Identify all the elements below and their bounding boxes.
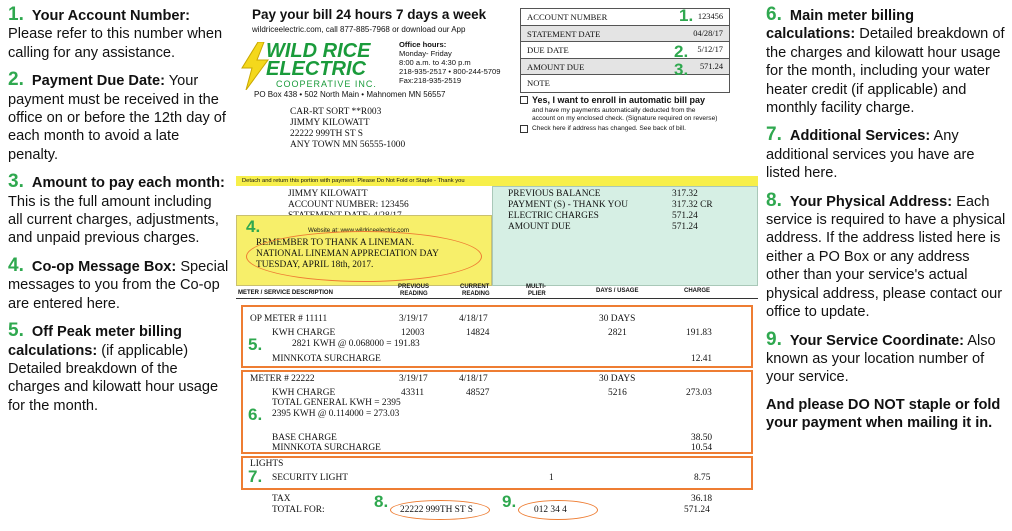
explanation-body: Any additional services you have are listed here. — [766, 128, 975, 182]
mail-street: 22222 999TH ST S — [290, 129, 364, 139]
summary-value: 571.24 — [672, 222, 698, 232]
explanation-body: This is the full amount including all current charges, adjustments, and unpaid previous charges. — [8, 193, 219, 247]
explanation-title: Your Physical Address: — [789, 193, 953, 210]
op-surcharge: 12.41 — [691, 354, 713, 364]
service-coordinate: 012 34 4 — [534, 505, 567, 515]
op-meter-to: 4/18/17 — [459, 314, 488, 324]
mail-sort: CAR-RT SORT **R003 — [290, 107, 382, 117]
tax-label: TAX — [272, 494, 291, 504]
summary-value: 317.32 CR — [672, 200, 713, 210]
bill-web-line: wildriceelectric.com, call 877-885-7968 or download our App — [252, 25, 466, 34]
explanation-number: 2. — [8, 69, 24, 91]
account-summary-table — [520, 8, 730, 93]
main-kwh-label: KWH CHARGE — [272, 388, 336, 398]
explanation-title: Main meter billing calculations: — [766, 8, 914, 43]
summary-value: 571.24 — [672, 211, 698, 221]
header-days-usage: DAYS / USAGE — [596, 288, 639, 294]
explanation-title: Your Service Coordinate: — [789, 332, 965, 349]
row-value: 5/12/17 — [697, 45, 723, 54]
left-explanations — [8, 6, 230, 424]
stub-account: ACCOUNT NUMBER: 123456 — [288, 200, 409, 210]
op-kwh-label: KWH CHARGE — [272, 328, 336, 338]
callout-2: 2. — [674, 42, 689, 61]
header-charge: CHARGE — [684, 288, 711, 294]
summary-value: 317.32 — [672, 189, 698, 199]
logo-line-1: WILD RICE — [266, 40, 371, 62]
account-number-row — [521, 9, 729, 26]
row-label: NOTE — [527, 78, 550, 88]
explanation-main-meter — [766, 6, 1006, 117]
explanation-off-peak — [8, 322, 230, 415]
main-meter-from: 3/19/17 — [399, 374, 428, 384]
op-calc-line: 2821 KWH @ 0.068000 = 191.83 — [292, 339, 420, 349]
row-label: ACCOUNT NUMBER — [527, 12, 608, 22]
co-op-logo — [236, 40, 396, 92]
main-charge: 273.03 — [686, 388, 712, 398]
explanation-number: 7. — [766, 124, 782, 146]
callout-9: 9. — [502, 492, 517, 511]
explanation-body: Detailed breakdown of the charges and kilowatt hour usage for the month, including your water heater credit (if applicable) and monthly facility charge. — [766, 26, 1005, 117]
explanation-number: 3. — [8, 171, 24, 193]
header-multiplier-2: PLIER — [528, 291, 546, 297]
op-curr-reading: 14824 — [466, 328, 490, 338]
tax-value: 36.18 — [691, 494, 713, 504]
op-meter-label: OP METER # 11111 — [250, 314, 328, 324]
stub-name: JIMMY KILOWATT — [288, 189, 368, 199]
autopay-body-2: account on my enclosed check. (Signature required on reverse) — [532, 115, 718, 122]
office-hours-time: 8:00 a.m. to 4:30 p.m — [399, 58, 471, 67]
message-line-3: TUESDAY, APRIL 18th, 2017. — [256, 260, 374, 270]
service-coordinate-oval — [518, 500, 598, 520]
explanation-title: Additional Services: — [789, 128, 931, 145]
main-prev-reading: 43311 — [401, 388, 425, 398]
physical-address: 22222 999TH ST S — [400, 505, 474, 515]
office-hours-title: Office hours: — [399, 40, 447, 49]
mail-name: JIMMY KILOWATT — [290, 118, 370, 128]
lights-label: LIGHTS — [250, 459, 284, 469]
row-label: AMOUNT DUE — [527, 61, 585, 72]
lights-qty: 1 — [549, 473, 554, 483]
message-line-1: REMEMBER TO THANK A LINEMAN. — [256, 238, 415, 248]
explanation-number: 1. — [8, 4, 24, 25]
explanation-title: Your Account Number: — [31, 8, 191, 24]
explanation-body: Also known as your location number of your service. — [766, 332, 996, 386]
address-change-checkbox[interactable] — [520, 125, 528, 133]
row-label: STATEMENT DATE — [527, 28, 601, 39]
due-date-row — [521, 42, 729, 59]
header-previous: PREVIOUS — [398, 284, 430, 290]
callout-3: 3. — [674, 60, 689, 79]
header-description: METER / SERVICE DESCRIPTION — [238, 290, 333, 296]
physical-address-oval — [390, 500, 490, 520]
header-current: CURRENT — [460, 284, 490, 290]
address-change-text: Check here if address has changed. See back of bill. — [532, 125, 686, 132]
total-label: TOTAL FOR: — [272, 505, 325, 515]
main-base-label: BASE CHARGE — [272, 433, 337, 443]
explanation-additional-services — [766, 126, 1006, 182]
op-meter-days: 30 DAYS — [599, 314, 636, 324]
main-total-general: TOTAL GENERAL KWH = 2395 — [272, 398, 401, 408]
main-meter-label: METER # 22222 — [250, 374, 315, 384]
detach-strip: Detach and return this portion with payment. Please Do Not Fold or Staple - Thank you — [236, 176, 758, 186]
explanation-physical-address — [766, 189, 1006, 322]
row-value: 123456 — [697, 12, 723, 21]
statement-date-row — [521, 26, 729, 43]
sample-bill — [236, 4, 758, 528]
bill-headline: Pay your bill 24 hours 7 days a week — [252, 7, 487, 22]
main-curr-reading: 48527 — [466, 388, 490, 398]
mail-city: ANY TOWN MN 56555-1000 — [290, 140, 406, 150]
op-charge: 191.83 — [686, 328, 712, 338]
op-usage: 2821 — [608, 328, 627, 338]
explanation-number: 4. — [8, 254, 24, 276]
op-meter-from: 3/19/17 — [399, 314, 428, 324]
explanation-title: Payment Due Date: — [31, 73, 165, 90]
main-meter-days: 30 DAYS — [599, 374, 636, 384]
explanation-amount — [8, 173, 230, 248]
explanation-due-date — [8, 71, 230, 164]
closing-note: And please DO NOT staple or fold your payment when mailing it in. — [766, 396, 1001, 432]
office-phones: 218-935-2517 • 800-244-5709 — [399, 67, 501, 76]
autopay-body-1: and have my payments automatically deducted from the — [532, 107, 696, 114]
website-line: Website at: www.wildriceelectric.com — [308, 227, 409, 234]
explanation-title: Off Peak meter billing calculations: — [8, 324, 182, 359]
explanation-body: (if applicable) Detailed breakdown of the charges and kilowatt hour usage for the month. — [8, 342, 219, 414]
callout-1: 1. — [679, 6, 694, 25]
explanation-title: Co-op Message Box: — [31, 258, 177, 275]
header-multiplier: MULTI- — [526, 284, 546, 290]
main-surcharge: 10.54 — [691, 443, 713, 452]
explanation-body: Your payment must be received in the office on or before the 12th day of each month to avoid a late penalty. — [8, 73, 226, 163]
explanation-number: 8. — [766, 189, 782, 211]
summary-label: PAYMENT (S) - THANK YOU — [508, 200, 628, 210]
office-hours-days: Monday- Friday — [399, 49, 452, 58]
explanation-body: Special messages to you from the Co-op are entered here. — [8, 258, 229, 312]
header-rule — [236, 298, 758, 299]
row-value: 571.24 — [699, 61, 723, 71]
header-current-2: READING — [462, 291, 490, 297]
callout-7: 7. — [248, 467, 263, 486]
explanation-body: Please refer to this number when calling for any assistance. — [8, 26, 223, 61]
callout-4: 4. — [246, 217, 261, 236]
explanation-number: 9. — [766, 328, 782, 350]
summary-label: PREVIOUS BALANCE — [508, 189, 601, 199]
main-usage: 5216 — [608, 388, 627, 398]
main-meter-to: 4/18/17 — [459, 374, 488, 384]
main-base-charge: 38.50 — [691, 433, 713, 443]
explanation-number: 6. — [766, 4, 782, 25]
message-highlight-oval — [246, 231, 482, 282]
row-value: 04/28/17 — [693, 28, 723, 38]
message-line-2: NATIONAL LINEMAN APPRECIATION DAY — [256, 249, 439, 259]
explanation-title: Amount to pay each month: — [31, 175, 225, 192]
explanation-number: 5. — [8, 320, 24, 342]
callout-5: 5. — [248, 335, 263, 354]
amount-due-row — [521, 59, 729, 76]
main-surcharge-label: MINNKOTA SURCHARGE — [272, 443, 381, 452]
lights-charge: 8.75 — [694, 473, 711, 483]
callout-8: 8. — [374, 492, 389, 511]
explanation-account-number — [8, 6, 230, 62]
total-value: 571.24 — [684, 505, 710, 515]
lights-item: SECURITY LIGHT — [272, 473, 348, 483]
summary-label: AMOUNT DUE — [508, 222, 571, 232]
autopay-checkbox[interactable] — [520, 96, 528, 104]
explanation-body: Each service is required to have a physical address. If the address listed here is either a PO Box or any address other than your service's actual physical address, please contact our office to update. — [766, 193, 1006, 321]
callout-6: 6. — [248, 405, 263, 424]
summary-label: ELECTRIC CHARGES — [508, 211, 599, 221]
autopay-title: Yes, I want to enroll in automatic bill pay — [532, 95, 706, 105]
op-prev-reading: 12003 — [401, 328, 425, 338]
row-label: DUE DATE — [527, 45, 569, 55]
explanation-message-box — [8, 254, 230, 313]
logo-coop: COOPERATIVE INC. — [276, 79, 377, 89]
co-op-po-address: PO Box 438 • 502 North Main • Mahnomen MN 56557 — [254, 90, 446, 99]
note-row — [521, 75, 729, 92]
op-surcharge-label: MINNKOTA SURCHARGE — [272, 354, 381, 364]
logo-line-2: ELECTRIC — [266, 58, 366, 80]
office-fax: Fax:218-935-2519 — [399, 76, 462, 85]
explanation-service-coordinate — [766, 328, 1006, 387]
right-explanations — [766, 6, 1006, 433]
header-previous-2: READING — [400, 291, 428, 297]
main-calc-line: 2395 KWH @ 0.114000 = 273.03 — [272, 409, 400, 419]
